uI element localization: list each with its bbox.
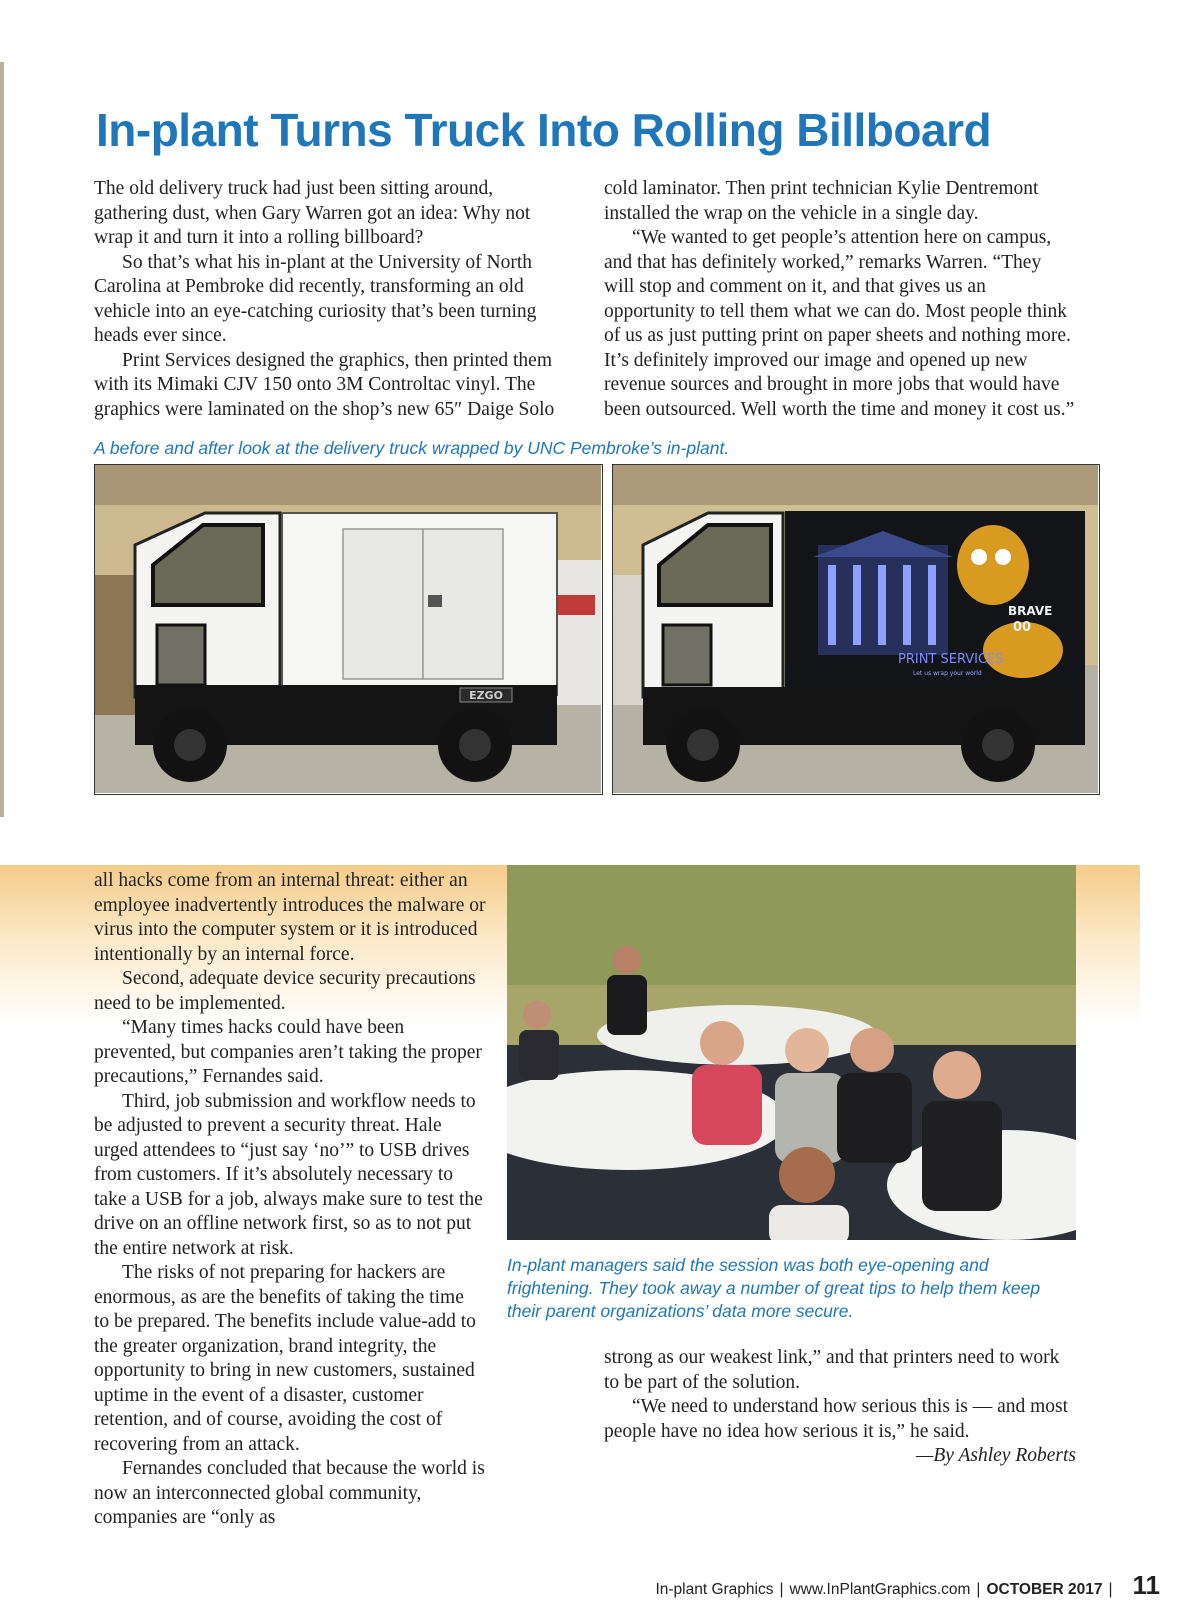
continued-column-right [604, 1346, 1076, 1469]
paragraph: The old delivery truck had just been sitting around, gathering dust, when Gary Warren got an idea: Why not wrap it and turn it into a rolling billboard? [94, 178, 531, 248]
truck-photo-caption: A before and after look at the delivery truck wrapped by UNC Pembroke’s in-plant. [94, 438, 730, 458]
after-truck-illustration [613, 465, 1098, 793]
paragraph: “We wanted to get people’s attention here on campus, and that has definitely worked,” remarks Warren. “They will stop and comment on it, and that gives us an opportunity to tell them what we can do. Most people think of us as just putting print on paper sheets and nothing more. It’s definitely improved our image and opened up new revenue sources and brought in more jobs that would have been outsourced. Well worth the time and money it cost us.” [604, 227, 1075, 420]
paragraph: “Many times hacks could have been prevented, but companies aren’t taking the proper precautions,” Fernandes said. [94, 1017, 482, 1087]
footer-separator: | [779, 1581, 784, 1598]
paragraph: Fernandes concluded that because the world is now an interconnected global community, companies are “only as [94, 1458, 485, 1528]
magazine-name: In-plant Graphics [655, 1581, 774, 1598]
magazine-url: www.InPlantGraphics.com [789, 1581, 971, 1598]
footer-separator: | [1108, 1581, 1113, 1598]
before-truck-photo [94, 464, 603, 795]
page-edge-rule [0, 62, 4, 817]
before-truck-illustration [95, 465, 601, 793]
paragraph: Third, job submission and workflow needs to be adjusted to prevent a security threat. Hale urged attendees to “just say ‘no’” to USB drives from customers. If it’s absolutely necessary to take a USB for a job, always make sure to test the drive on an offline network first, so as to not put the entire network at risk. [94, 1090, 483, 1259]
paragraph: all hacks come from an internal threat: either an employee inadvertently introduces the malware or virus into the computer system or it is introduced intentionally by an internal force. [94, 870, 486, 965]
conference-attendees-illustration [507, 865, 1076, 1240]
footer-separator: | [976, 1581, 981, 1598]
after-truck-photo [612, 464, 1100, 795]
wrap-tagline-text: Let us wrap your world [913, 670, 982, 677]
byline: —By Ashley Roberts [916, 1445, 1076, 1466]
article-column-1 [94, 177, 566, 422]
paragraph: Second, adequate device security precautions need to be implemented. [94, 968, 476, 1014]
page-number: 11 [1132, 1570, 1160, 1600]
wrap-brand-text: PRINT SERVICES [898, 652, 1004, 667]
paragraph: “We need to understand how serious this is — and most people have no idea how serious it is,” he said. [604, 1396, 1069, 1442]
mascot-lettering-2: 00 [1013, 620, 1032, 635]
issue-month: OCTOBER 2017 [986, 1581, 1103, 1598]
article-title: In-plant Turns Truck Into Rolling Billboard [96, 104, 992, 156]
paragraph: cold laminator. Then print technician Kylie Dentremont installed the wrap on the vehicle in a single day. [604, 178, 1039, 224]
conference-photo-caption: In-plant managers said the session was both eye-opening and frightening. They took away a number of great tips to help them keep their parent organizations’ data more secure. [507, 1255, 1041, 1321]
conference-session-photo [507, 865, 1076, 1240]
paragraph: The risks of not preparing for hackers are enormous, as are the benefits of taking the time to be prepared. The benefits include value-add to the greater organization, brand integrity, the opportunity to bring in new customers, sustained uptime in the event of a disaster, customer retention, and of course, avoiding the cost of recovering from an attack. [94, 1262, 476, 1455]
ezgo-badge: EZGO [469, 689, 503, 702]
page-footer [655, 1570, 1160, 1601]
continued-column-left [94, 869, 486, 1531]
article-column-2 [604, 177, 1076, 422]
paragraph: strong as our weakest link,” and that printers need to work to be part of the solution. [604, 1347, 1060, 1393]
paragraph: So that’s what his in-plant at the University of North Carolina at Pembroke did recently, transforming an old vehicle into an eye-catching curiosity that’s been turning heads ever since. [94, 251, 537, 346]
paragraph: Print Services designed the graphics, then printed them with its Mimaki CJV 150 onto 3M Controltac vinyl. The graphics were laminated on the shop’s new 65″ Daige Solo [94, 349, 555, 420]
mascot-lettering-1: BRAVE [1008, 604, 1053, 618]
